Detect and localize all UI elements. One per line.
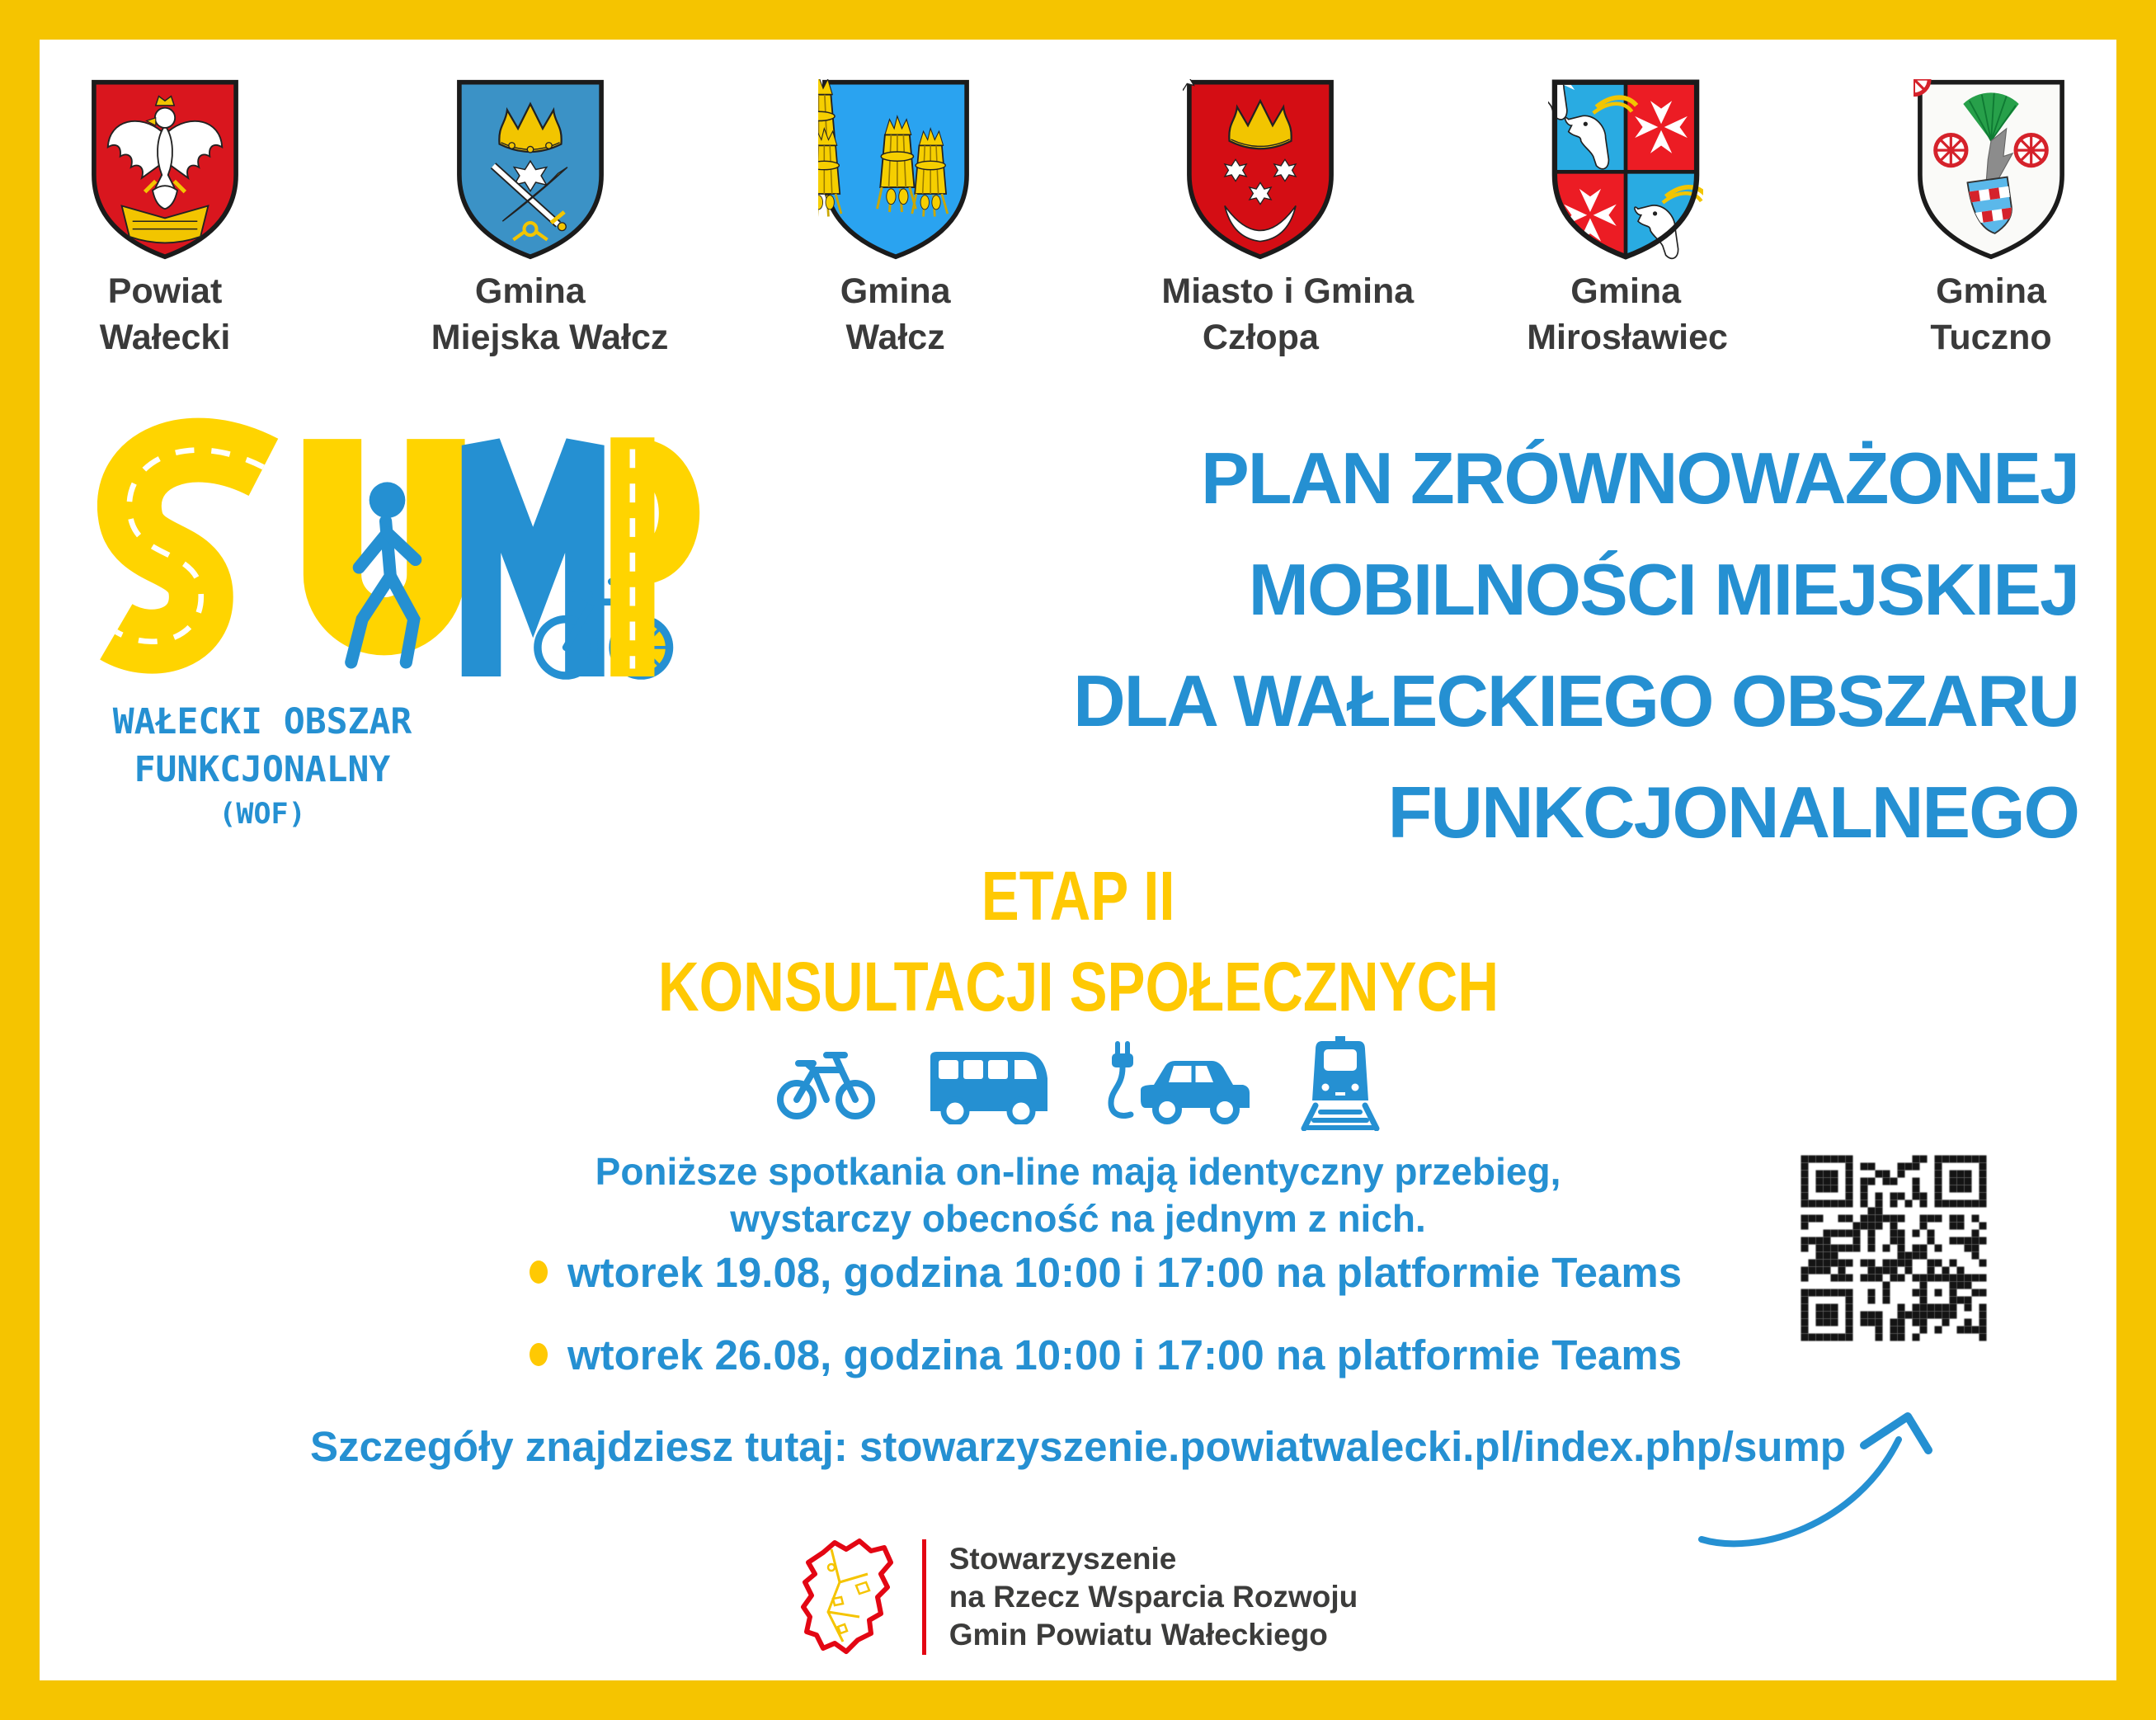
crest-label-line1: Miasto i Gmina [1161,271,1415,311]
title-line4: FUNKCJONALNEGO [1387,771,2078,853]
bullet-icon [530,1261,548,1284]
powiat-walecki-coat-of-arms-icon [87,79,242,260]
page-title [1073,422,2078,868]
crest-label [1161,268,1415,360]
crest-label-line2: Mirosławiec [1527,318,1728,357]
logo-subtitle-wof: (WOF) [219,798,306,831]
crest-label-line2: Wałcz [845,318,945,357]
stage-line2: KONSULTACJI SPOŁECZNYCH [657,948,1499,1025]
logo-subtitle-line2: FUNKCJONALNY [134,749,391,790]
stage-heading [40,858,2116,1025]
meeting-text: wtorek 26.08, godzina 10:00 i 17:00 na platformie Teams [567,1331,1683,1378]
crest-gmina-miroslawiec [1527,79,1728,360]
crest-label-line1: Gmina [1570,271,1682,311]
organization-name [949,1540,1358,1654]
meeting-item [530,1249,1682,1297]
footer-divider [922,1539,926,1655]
crest-label [431,268,669,360]
crest-label-line2: Wałecki [99,318,231,357]
meetings-list [530,1249,1682,1414]
meeting-text: wtorek 19.08, godzina 10:00 i 17:00 na platformie Teams [567,1249,1683,1296]
crest-label-line2: Tuczno [1930,318,2052,357]
qr-code [1780,1133,2008,1363]
meetings-intro-line2: wystarczy obecność na jednym z nich. [730,1197,1426,1240]
electric-car-icon [1101,1040,1254,1126]
title-line1: PLAN ZRÓWNOWAŻONEJ [1201,437,2078,519]
crest-label-line1: Powiat [107,271,223,311]
crest-label [1892,268,2090,360]
crest-label-line2: Człopa [1202,318,1319,357]
meetings-intro-line1: Poniższe spotkania on-line mają identyczny przebieg, [595,1150,1561,1193]
crest-label-line1: Gmina [840,271,951,311]
crest-row [66,79,2090,360]
logo-subtitle-line1: WAŁECKI OBSZAR [112,701,412,742]
footer [40,1534,2116,1660]
crest-label-line1: Gmina [1936,271,2046,311]
miroslawiec-coat-of-arms-icon [1548,79,1703,260]
crest-gmina-miejska-walcz [431,79,669,360]
organization-line2: na Rzecz Wsparcia Rozwoju [949,1580,1358,1614]
bullet-icon [530,1343,548,1366]
gmina-walcz-coat-of-arms-icon [818,79,973,260]
details-link-text: Szczegóły znajdziesz tutaj: stowarzyszenie.powiatwalecki.pl/index.php/sump [310,1423,1846,1470]
meeting-item [530,1331,1682,1379]
train-icon [1299,1036,1382,1131]
logo-subtitle [106,698,419,835]
stage-line1: ETAP II [981,857,1175,935]
crest-label-line1: Gmina [474,271,586,311]
tuczno-coat-of-arms-icon [1914,79,2069,260]
bus-icon [924,1042,1056,1124]
gmina-miejska-walcz-coat-of-arms-icon [453,79,608,260]
county-map-icon [798,1534,899,1660]
crest-label [1527,268,1728,360]
czlopa-coat-of-arms-icon [1183,79,1338,260]
crest-miasto-i-gmina-czlopa [1161,79,1415,360]
organization-line3: Gmin Powiatu Wałeckiego [949,1618,1328,1652]
title-line2: MOBILNOŚCI MIEJSKIEJ [1248,549,2078,630]
crest-gmina-walcz [797,79,995,360]
sump-logo [97,406,724,696]
crest-label-line2: Miejska Wałcz [431,318,669,357]
crest-label [797,268,995,360]
crest-powiat-walecki [66,79,264,360]
organization-line1: Stowarzyszenie [949,1542,1177,1576]
title-line3: DLA WAŁECKIEGO OBSZARU [1073,660,2078,742]
crest-gmina-tuczno [1892,79,2090,360]
bicycle-icon [775,1045,878,1121]
transport-icons-row [40,1038,2116,1129]
qr-code-image [1791,1145,1997,1351]
crest-label [66,268,264,360]
